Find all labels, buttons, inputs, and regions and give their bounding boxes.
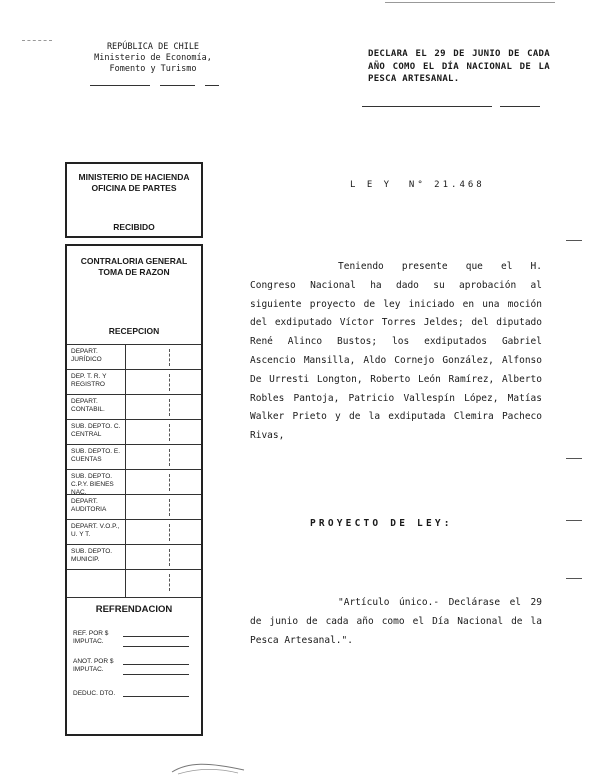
stamp-row xyxy=(67,569,201,597)
stamp-row-label: SUB. DEPTO. C.P.Y. BIENES NAC. xyxy=(71,473,114,496)
stamp-row xyxy=(67,394,201,419)
row-divider xyxy=(125,420,126,444)
ref-row-label: DEDUC. DTO. xyxy=(73,690,116,697)
ref-row-label: REF. POR $ IMPUTAC. xyxy=(73,630,109,645)
ref-line xyxy=(123,696,189,697)
row-divider xyxy=(125,345,126,369)
signature-mark-icon xyxy=(168,760,248,776)
ref-row xyxy=(73,630,199,646)
row-divider xyxy=(125,545,126,569)
row-divider xyxy=(125,445,126,469)
stamp-row-label: DEPART. V.O.P., U. Y T. xyxy=(71,523,120,538)
contraloria-title-1: CONTRALORIA GENERAL xyxy=(80,256,188,266)
margin-tick xyxy=(566,240,582,241)
ref-row-label: ANOT. POR $ IMPUTAC. xyxy=(73,658,114,673)
ref-row xyxy=(73,690,199,698)
row-dash xyxy=(169,349,170,366)
ministry-line-3: Fomento y Turismo xyxy=(109,64,197,74)
summary-rule-1 xyxy=(362,106,492,107)
row-divider xyxy=(125,370,126,394)
stamp-row xyxy=(67,344,201,369)
stamp-row xyxy=(67,544,201,569)
hacienda-stamp xyxy=(65,162,203,238)
row-dash xyxy=(169,374,170,391)
row-divider xyxy=(125,495,126,519)
stamp-row xyxy=(67,494,201,519)
stamp-row xyxy=(67,519,201,544)
row-dash xyxy=(169,524,170,541)
row-dash xyxy=(169,424,170,441)
row-dash xyxy=(169,499,170,516)
ministry-header xyxy=(78,42,228,75)
margin-tick xyxy=(566,458,582,459)
body-paragraph: Teniendo presente que el H. Congreso Nacional ha dado su aprobación al siguiente proyecto de ley iniciado en una moción del exdiputado Víctor Torres Jeldes; del diputado René Alinco Bustos; los exdiputados Gabriel Ascencio Mansilla, Aldo Cornejo González, Alfonso De Urresti Longton, Roberto León Ramírez, Alberto Robles Pantoja, Patricio Vallespín López, Matías Walker Prieto y de la exdiputada Clemira Pacheco Rivas, xyxy=(250,261,542,442)
stamp-row xyxy=(67,419,201,444)
stamp-row-label: SUB. DEPTO. C. CENTRAL xyxy=(71,423,121,438)
ref-line xyxy=(123,674,189,675)
ref-line xyxy=(123,646,189,647)
law-number: L E Y N° 21.468 xyxy=(350,180,485,190)
ministry-rule-3 xyxy=(205,85,219,86)
stamp-row xyxy=(67,469,201,494)
received-label: RECIBIDO xyxy=(113,222,155,232)
row-divider xyxy=(125,395,126,419)
refrendacion-label: REFRENDACION xyxy=(95,604,173,615)
ministry-line-1: REPÚBLICA DE CHILE xyxy=(106,42,200,52)
project-title: PROYECTO DE LEY: xyxy=(310,518,453,529)
contraloria-stamp xyxy=(65,244,203,736)
reception-label: RECEPCION xyxy=(108,326,160,336)
refrendacion-divider xyxy=(67,597,201,598)
stamp-row-label: DEPART. AUDITORIA xyxy=(71,498,107,513)
ref-row xyxy=(73,658,199,674)
ref-line xyxy=(123,664,189,665)
margin-tick xyxy=(566,578,582,579)
ministry-line-2: Ministerio de Economía, xyxy=(94,53,212,63)
row-divider xyxy=(125,520,126,544)
summary-rule-2 xyxy=(500,106,540,107)
margin-tick xyxy=(566,520,582,521)
stamp-row xyxy=(67,369,201,394)
stamp-row-label: DEP. T. R. Y REGISTRO xyxy=(71,373,107,388)
ref-line xyxy=(123,636,189,637)
law-summary: DECLARA EL 29 DE JUNIO DE CADA AÑO COMO EL DÍA NACIONAL DE LA PESCA ARTESANAL. xyxy=(368,49,550,84)
stamp-row-label: DEPART. CONTABIL. xyxy=(71,398,105,413)
contraloria-title-2: TOMA DE RAZON xyxy=(98,267,170,277)
hacienda-title-1: MINISTERIO DE HACIENDA xyxy=(78,172,190,182)
row-dash xyxy=(169,574,170,591)
ministry-rule-1 xyxy=(90,85,150,86)
row-dash xyxy=(169,549,170,566)
row-divider xyxy=(125,570,126,597)
row-dash xyxy=(169,474,170,491)
article-text: "Artículo único.- Declárase el 29 de junio de cada año como el Día Nacional de la Pesca Artesanal.". xyxy=(250,597,542,646)
stamp-row-label: DEPART. JURÍDICO xyxy=(71,348,102,363)
stamp-row-label: SUB. DEPTO. E. CUENTAS xyxy=(71,448,121,463)
scan-mark xyxy=(385,2,555,3)
row-divider xyxy=(125,470,126,494)
ministry-rule-2 xyxy=(160,85,195,86)
scan-mark xyxy=(22,40,52,41)
stamp-row-label: SUB. DEPTO. MUNICIP. xyxy=(71,548,113,563)
stamp-row xyxy=(67,444,201,469)
hacienda-title-2: OFICINA DE PARTES xyxy=(91,183,177,193)
row-dash xyxy=(169,399,170,416)
row-dash xyxy=(169,449,170,466)
